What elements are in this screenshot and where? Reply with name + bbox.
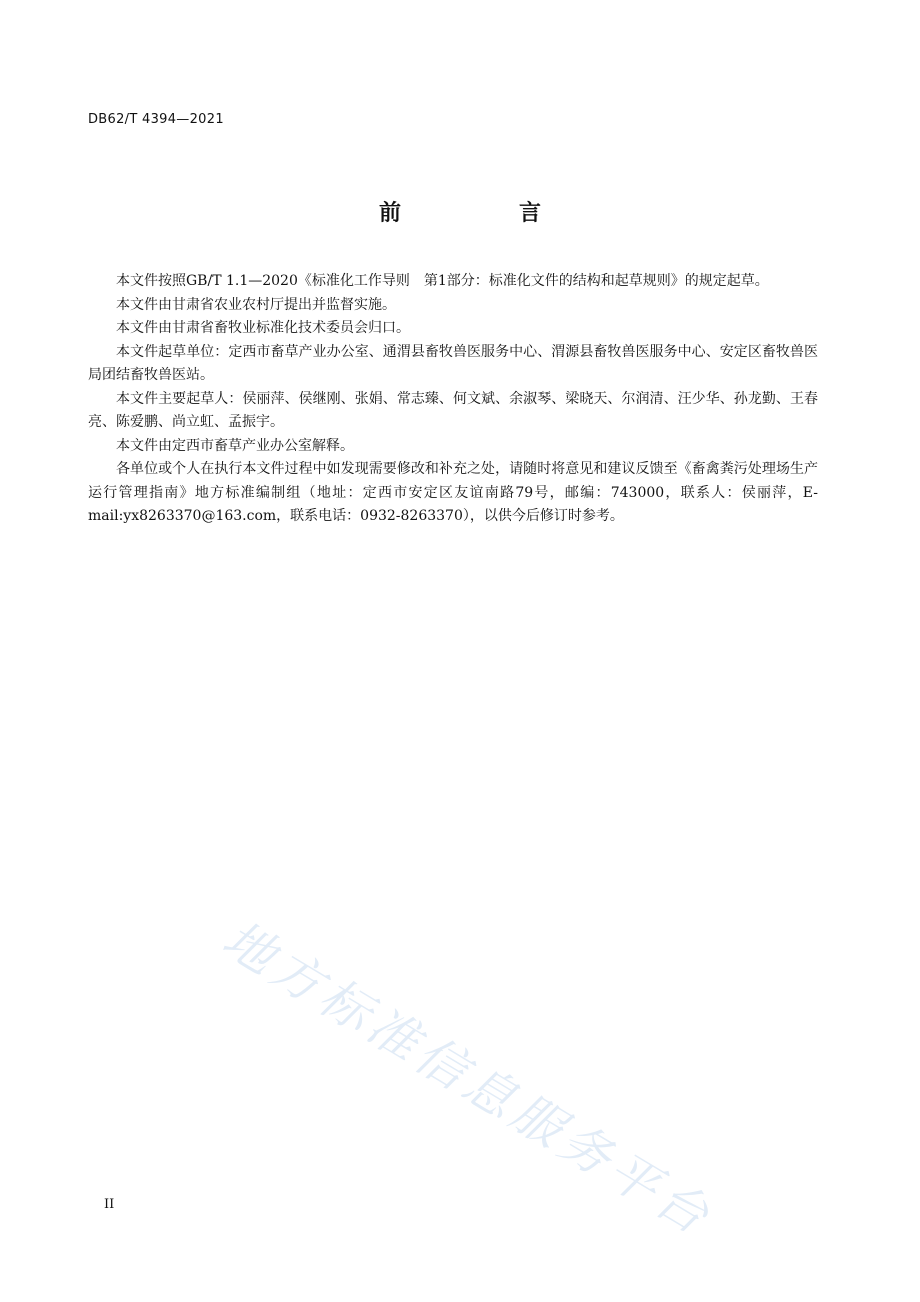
standard-code: DB62/T 4394—2021 bbox=[88, 112, 224, 127]
paragraph-feedback: 各单位或个人在执行本文件过程中如发现需要修改和补充之处，请随时将意见和建议反馈至《畜禽粪污处理场生产运行管理指南》地方标准编制组（地址：定西市安定区友谊南路79号，邮编：743000，联系人：侯丽萍，E-mail:yx8263370@163.com，联系电话：0932-8263370），以供今后修订时参考。 bbox=[88, 461, 818, 524]
paragraph-drafting-rules: 本文件按照GB/T 1.1—2020《标准化工作导则 第1部分：标准化文件的结构和起草规则》的规定起草。 bbox=[116, 273, 769, 289]
paragraph-proposer: 本文件由甘肃省农业农村厅提出并监督实施。 bbox=[116, 296, 396, 313]
foreword-body bbox=[88, 270, 818, 529]
paragraph-committee: 本文件由甘肃省畜牧业标准化技术委员会归口。 bbox=[116, 320, 410, 336]
page-number: II bbox=[104, 1197, 115, 1212]
watermark-text: 地方标准信息服务平台 bbox=[213, 909, 723, 1248]
paragraph-drafting-units: 本文件起草单位：定西市畜草产业办公室、通渭县畜牧兽医服务中心、渭源县畜牧兽医服务中心、安定区畜牧兽医局团结畜牧兽医站。 bbox=[88, 343, 818, 383]
paragraph-drafters: 本文件主要起草人：侯丽萍、侯继刚、张娟、常志臻、何文斌、余淑琴、梁晓天、尔润清、汪少华、孙龙勤、王春亮、陈爱鹏、尚立虹、孟振宇。 bbox=[88, 390, 818, 430]
paragraph-interpretation: 本文件由定西市畜草产业办公室解释。 bbox=[116, 437, 354, 454]
page-title: 前 言 bbox=[378, 201, 589, 226]
